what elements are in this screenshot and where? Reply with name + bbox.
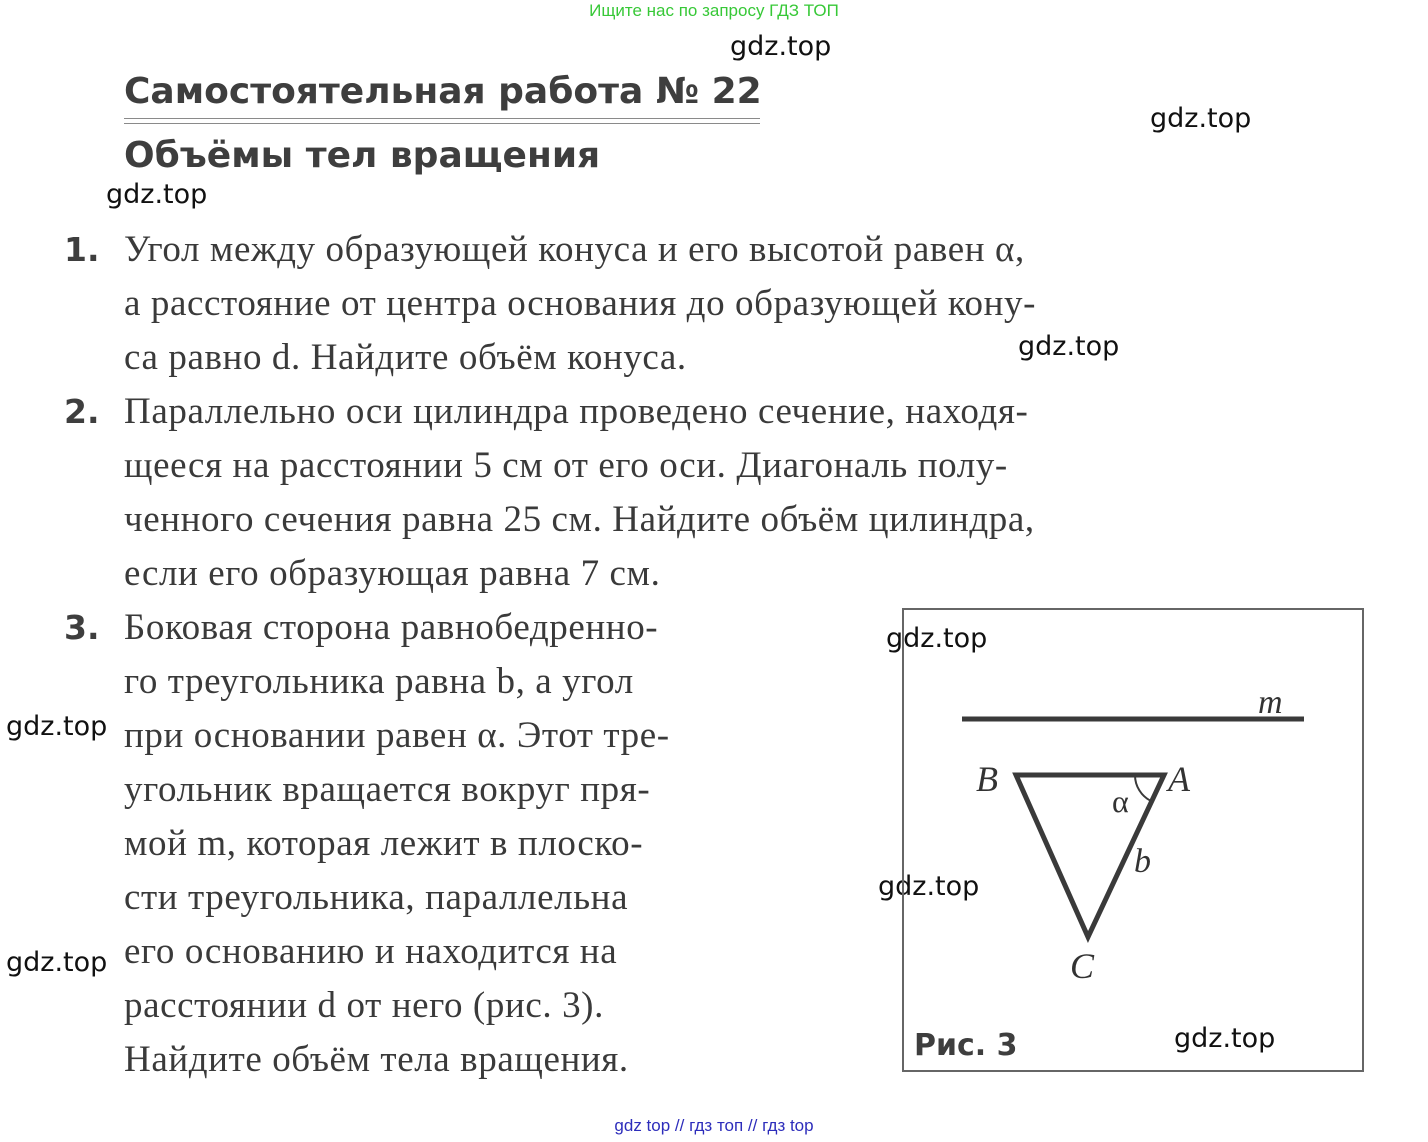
label-m: m	[1258, 684, 1283, 721]
page-title: Самостоятельная работа № 22	[124, 71, 762, 112]
footer-links: gdz top // гдз топ // гдз top	[614, 1116, 814, 1135]
watermark: gdz.top	[1174, 1023, 1276, 1054]
label-c-vertex: C	[1070, 946, 1095, 986]
angle-arc	[1135, 775, 1151, 801]
problem-text-line: его основанию и находится на	[124, 931, 618, 972]
watermark: gdz.top	[730, 31, 832, 62]
label-a-vertex: A	[1168, 759, 1190, 799]
problem-text-line: при основании равен α. Этот тре-	[124, 715, 670, 756]
watermark: gdz.top	[106, 179, 208, 210]
problem-text-line: Боковая сторона равнобедренно-	[124, 607, 659, 648]
label-side-b: b	[1134, 843, 1151, 880]
watermark: gdz.top	[6, 711, 108, 742]
problem-text-line: мой m, которая лежит в плоско-	[124, 823, 644, 864]
watermark: gdz.top	[1018, 331, 1120, 362]
problem-number: 2.	[64, 392, 100, 431]
figure-caption: Рис. 3	[914, 1028, 1018, 1063]
problem-text-line: угольник вращается вокруг пря-	[124, 769, 651, 810]
watermark: gdz.top	[878, 871, 980, 902]
problem-text-line: щееся на расстоянии 5 см от его оси. Диагональ полу-	[124, 445, 1008, 486]
problem-text-line: го треугольника равна b, а угол	[124, 661, 634, 702]
problem-text-line: са равно d. Найдите объём конуса.	[124, 337, 687, 378]
problem-number: 3.	[64, 608, 100, 647]
watermark: gdz.top	[1150, 103, 1252, 134]
problem-text-line: ченного сечения равна 25 см. Найдите объём цилиндра,	[124, 499, 1035, 540]
problem-number: 1.	[64, 230, 100, 269]
problem-text-line: Параллельно оси цилиндра проведено сечение, находя-	[124, 391, 1029, 432]
label-alpha: α	[1112, 783, 1129, 819]
problem-text-line: Найдите объём тела вращения.	[124, 1039, 629, 1080]
problem-text-line: а расстояние от центра основания до образующей кону-	[124, 283, 1037, 324]
watermark: gdz.top	[886, 623, 988, 654]
search-banner: Ищите нас по запросу ГДЗ ТОП	[589, 1, 839, 20]
page-subtitle: Объёмы тел вращения	[124, 135, 601, 176]
problem-text-line: если его образующая равна 7 см.	[124, 553, 661, 594]
label-b-vertex: B	[976, 759, 998, 799]
watermark: gdz.top	[6, 947, 108, 978]
problem-text-line: расстоянии d от него (рис. 3).	[124, 985, 604, 1026]
problem-text-line: сти треугольника, параллельна	[124, 877, 629, 918]
problem-text-line: Угол между образующей конуса и его высотой равен α,	[124, 229, 1025, 270]
